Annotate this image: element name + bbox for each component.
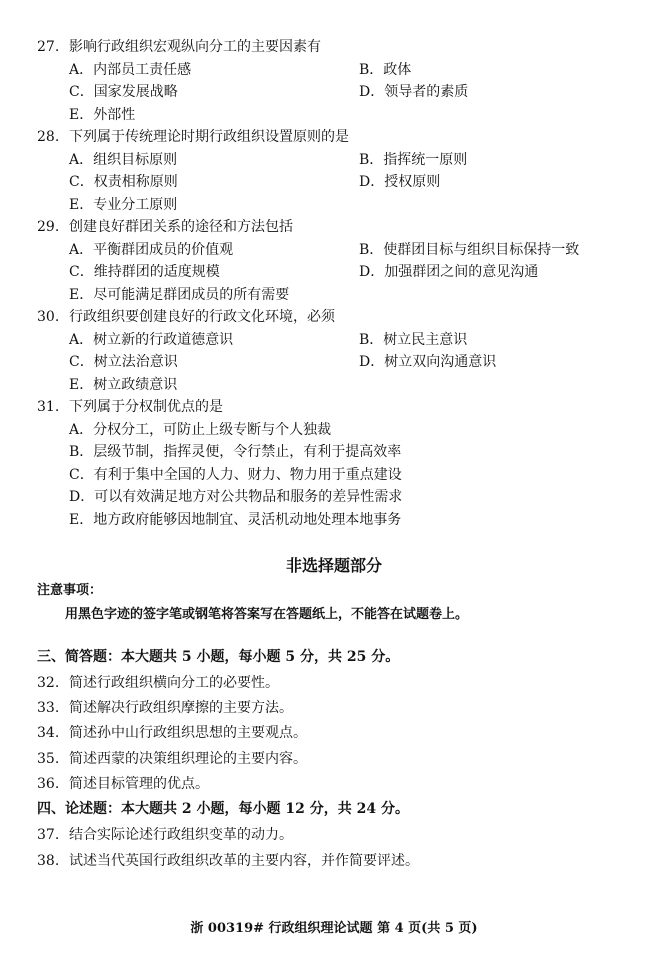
question-number: 37. (37, 827, 60, 843)
question-text: 简述孙中山行政组织思想的主要观点。 (69, 725, 307, 741)
option-a: A．内部员工责任感 (69, 61, 192, 78)
option-a: A．树立新的行政道德意识 (69, 331, 234, 348)
option-c: C．树立法治意识 (69, 354, 178, 370)
question-number: 29. (37, 219, 60, 235)
option-d: D．可以有效满足地方对公共物品和服务的差异性需求 (69, 489, 403, 505)
option-d: D．树立双向沟通意识 (359, 354, 497, 370)
question-number: 35. (37, 751, 60, 767)
option-b: B．政体 (359, 61, 412, 78)
question-text: 简述行政组织横向分工的必要性。 (69, 675, 279, 691)
question-35 (37, 748, 307, 771)
part4-heading: 四、论述题：本大题共 2 小题，每小题 12 分，共 24 分。 (37, 801, 409, 817)
question-number: 32. (37, 675, 60, 691)
question-text: 简述解决行政组织摩擦的主要方法。 (69, 700, 293, 716)
option-a: A．平衡群团成员的价值观 (69, 241, 234, 258)
section-title: 非选择题部分 (285, 556, 382, 575)
question-34 (37, 722, 307, 745)
question-number: 36. (37, 776, 60, 792)
option-d: D．领导者的素质 (359, 84, 469, 100)
option-d: D．加强群团之间的意见沟通 (359, 264, 539, 280)
question-text: 结合实际论述行政组织变革的动力。 (69, 827, 293, 843)
option-b: B．指挥统一原则 (359, 151, 468, 168)
question-29 (37, 216, 637, 306)
question-38 (37, 850, 419, 873)
question-27 (37, 36, 637, 126)
question-31 (37, 396, 637, 531)
question-text: 简述西蒙的决策组织理论的主要内容。 (69, 751, 307, 767)
option-a: A．组织目标原则 (69, 151, 178, 168)
question-30 (37, 306, 637, 396)
option-e: E．地方政府能够因地制宜、灵活机动地处理本地事务 (69, 511, 402, 528)
option-c: C．维持群团的适度规模 (69, 264, 220, 280)
option-c: C．权责相称原则 (69, 174, 178, 190)
question-text: 下列属于分权制优点的是 (69, 399, 223, 415)
question-text: 简述目标管理的优点。 (69, 776, 209, 792)
page-footer: 浙 00319# 行政组织理论试题 第 4 页(共 5 页) (190, 921, 478, 936)
question-number: 27. (37, 39, 60, 55)
option-b: B．树立民主意识 (359, 331, 468, 348)
question-number: 38. (37, 853, 60, 869)
question-text: 下列属于传统理论时期行政组织设置原则的是 (69, 129, 349, 145)
option-c: C．有利于集中全国的人力、财力、物力用于重点建设 (69, 466, 402, 483)
question-number: 30. (37, 309, 60, 325)
option-d: D．授权原则 (359, 174, 441, 190)
option-e: E．专业分工原则 (69, 196, 178, 213)
option-b: B．层级节制，指挥灵便，令行禁止，有利于提高效率 (69, 444, 402, 460)
question-33 (37, 697, 293, 720)
question-text: 影响行政组织宏观纵向分工的主要因素有 (69, 39, 321, 55)
option-e: E．尽可能满足群团成员的所有需要 (69, 286, 290, 303)
option-b: B．使群团目标与组织目标保持一致 (359, 241, 580, 258)
question-28 (37, 126, 637, 216)
part3-heading: 三、简答题：本大题共 5 小题，每小题 5 分，共 25 分。 (37, 649, 400, 665)
question-36 (37, 773, 209, 796)
question-text: 创建良好群团关系的途径和方法包括 (69, 219, 293, 235)
question-number: 34. (37, 725, 60, 741)
option-a: A．分权分工，可防止上级专断与个人独裁 (69, 421, 332, 438)
question-37 (37, 824, 293, 847)
notes-text: 用黑色字迹的签字笔或钢笔将答案写在答题纸上，不能答在试题卷上。 (65, 607, 469, 622)
option-e: E．外部性 (69, 106, 136, 123)
question-text: 行政组织要创建良好的行政文化环境，必须 (69, 309, 335, 325)
question-number: 28. (37, 129, 60, 145)
question-text: 试述当代英国行政组织改革的主要内容，并作简要评述。 (69, 853, 419, 869)
option-c: C．国家发展战略 (69, 84, 178, 100)
notes-label: 注意事项： (37, 583, 103, 598)
question-number: 31. (37, 399, 60, 415)
question-32 (37, 672, 279, 695)
option-e: E．树立政绩意识 (69, 376, 178, 393)
question-number: 33. (37, 700, 60, 716)
